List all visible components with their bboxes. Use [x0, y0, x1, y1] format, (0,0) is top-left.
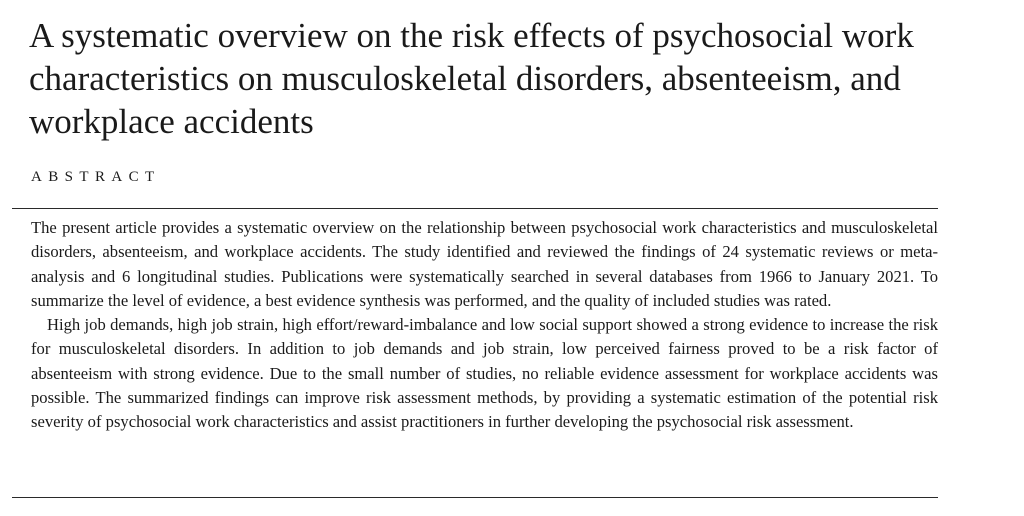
- abstract-bottom-rule: [12, 497, 938, 498]
- abstract-paragraph-2: High job demands, high job strain, high effort/reward-imbalance and low social support showed a strong evidence to increase the risk for musculoskeletal disorders. In addition to job demands and job strain, low perceived fairness proved to be a risk factor of absenteeism with strong evidence. Due to the small number of studies, no reliable evidence assessment for workplace accidents was possible. The summarized findings can improve risk assessment methods, by providing a systematic estimation of the potential risk severity of psychosocial work characteristics and assist practitioners in further developing the psychosocial risk assessment.: [31, 315, 938, 432]
- article-title: A systematic overview on the risk effects of psychosocial work characteristics on musculoskeletal disorders, absenteeism, and workplace accidents: [29, 16, 914, 141]
- abstract-heading: ABSTRACT: [31, 169, 161, 185]
- abstract-top-rule: [12, 208, 938, 209]
- abstract-body: [31, 216, 938, 435]
- abstract-paragraph-1: The present article provides a systematic overview on the relationship between psychosocial work characteristics and musculoskeletal disorders, absenteeism, and workplace accidents. The study identified and reviewed the findings of 24 systematic reviews or meta-analysis and 6 longitudinal studies. Publications were systematically searched in several databases from 1966 to January 2021. To summarize the level of evidence, a best evidence synthesis was performed, and the quality of included studies was rated.: [31, 218, 938, 310]
